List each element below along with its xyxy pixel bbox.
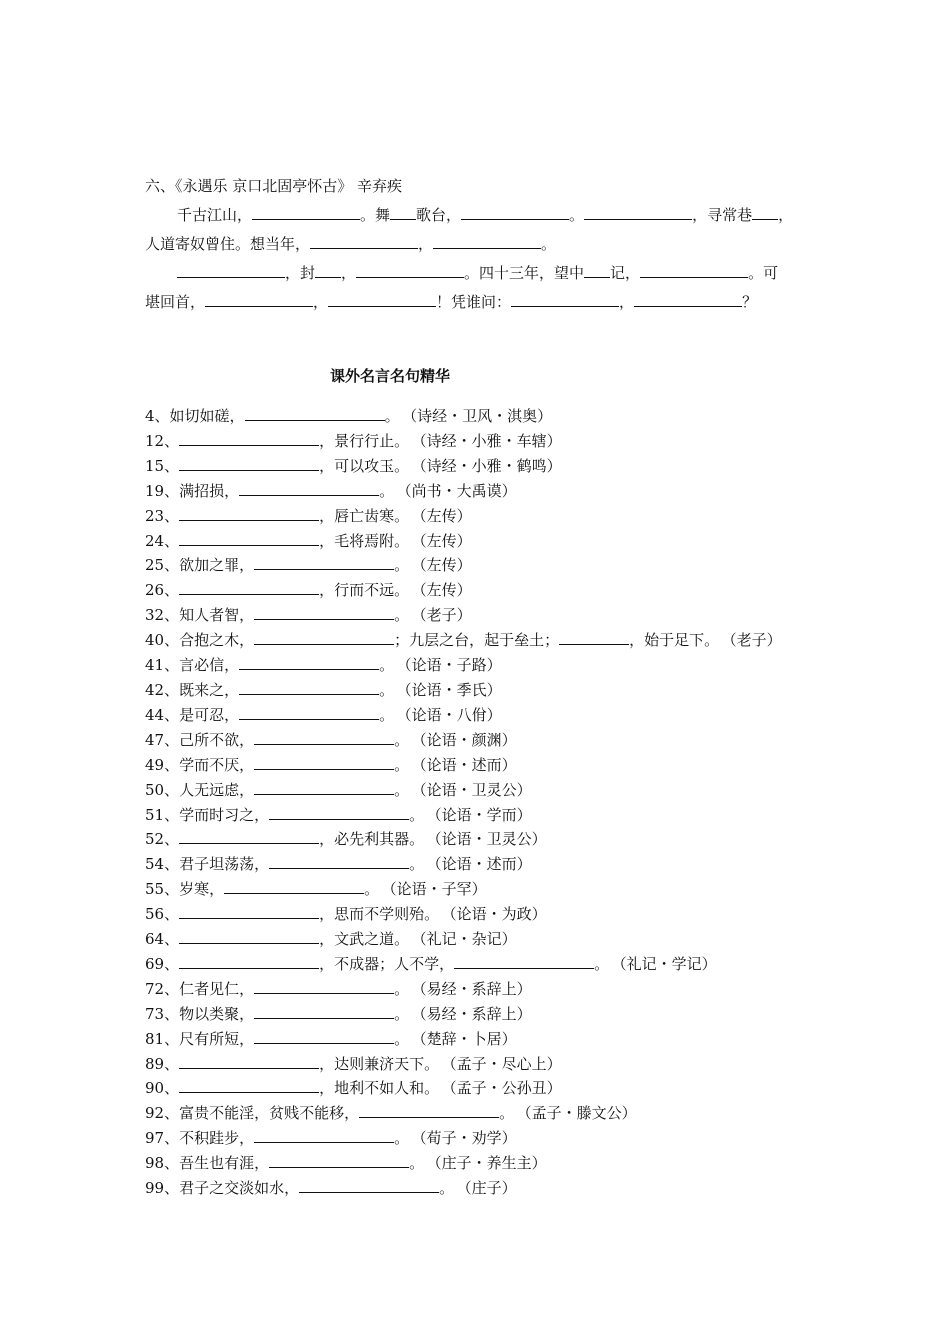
answer-blank[interactable] (584, 263, 610, 278)
question-item (145, 1126, 815, 1151)
answer-blank[interactable] (179, 506, 319, 521)
answer-blank[interactable] (179, 531, 319, 546)
answer-blank[interactable] (239, 655, 379, 670)
prompt-text: ；九层之台，起于垒土； (394, 631, 560, 650)
question-source: （论语・子路） (404, 656, 502, 675)
prompt-text: 。 (379, 656, 395, 675)
question-item (145, 578, 815, 603)
prompt-text: ，地利不如人和。 (319, 1079, 440, 1098)
question-number: 54、 (145, 855, 180, 874)
prompt-text: ，思而不学则殆。 (319, 905, 440, 924)
prompt-text: ，景行行止。 (319, 431, 410, 450)
prompt-text: 。 (409, 1154, 425, 1173)
question-source: （易经・系辞上） (419, 1004, 532, 1023)
question-item (145, 703, 815, 728)
answer-blank[interactable] (179, 929, 319, 944)
question-number: 73、 (145, 1004, 180, 1023)
question-number: 32、 (145, 606, 180, 625)
answer-blank[interactable] (254, 1004, 394, 1019)
answer-blank[interactable] (634, 292, 742, 307)
question-number: 4、 (145, 407, 170, 425)
question-source: （荀子・劝学） (419, 1129, 517, 1148)
question-number: 90、 (145, 1079, 180, 1098)
prompt-text: 。 (541, 235, 557, 253)
question-item (145, 1176, 815, 1201)
answer-blank[interactable] (179, 1054, 319, 1069)
answer-blank[interactable] (239, 705, 379, 720)
question-number: 26、 (145, 581, 180, 600)
prompt-text: 吾生也有涯， (179, 1154, 270, 1173)
prompt-text: 。 (394, 979, 410, 998)
answer-blank[interactable] (254, 979, 394, 994)
question-number: 92、 (145, 1104, 180, 1123)
question-source: （庄子・养生主） (434, 1154, 547, 1173)
question-item (145, 728, 815, 753)
prompt-text: 岁寒， (179, 880, 225, 899)
prompt-text: ，始于足下。 (629, 631, 720, 650)
question-number: 12、 (145, 431, 180, 450)
question-number: 72、 (145, 979, 180, 998)
answer-blank[interactable] (433, 234, 541, 249)
answer-blank[interactable] (310, 234, 418, 249)
prompt-text: 。 (394, 1129, 410, 1148)
prompt-text: ，文武之道。 (319, 930, 410, 949)
question-source: （论语・卫灵公） (419, 780, 532, 799)
question-number: 25、 (145, 556, 180, 575)
question-source: （孟子・尽心上） (449, 1054, 562, 1073)
prompt-text: ！凭谁问： (436, 293, 512, 311)
poem-line (145, 201, 815, 230)
prompt-text: 。 (394, 556, 410, 575)
answer-blank[interactable] (245, 406, 385, 421)
prompt-text: 己所不欲， (179, 730, 255, 749)
question-item (145, 678, 815, 703)
question-source: （左传） (419, 581, 472, 600)
prompt-text: 。可 (748, 264, 779, 282)
question-number: 47、 (145, 730, 180, 749)
prompt-text: 。 (409, 855, 425, 874)
prompt-text: 。 (409, 805, 425, 824)
prompt-text: 君子坦荡荡， (179, 855, 270, 874)
question-item (145, 653, 815, 678)
prompt-text: 仁者见仁， (179, 979, 255, 998)
question-source: （孟子・公孙丑） (449, 1079, 562, 1098)
prompt-text: ， (418, 235, 434, 253)
question-number: 52、 (145, 830, 180, 849)
prompt-text: 欲加之罪， (179, 556, 255, 575)
question-number: 40、 (145, 631, 180, 650)
question-number: 69、 (145, 954, 180, 973)
question-item (145, 529, 815, 554)
answer-blank[interactable] (269, 1153, 409, 1168)
question-source: （论语・卫灵公） (434, 830, 547, 849)
question-source: （尚书・大禹谟） (404, 481, 517, 500)
prompt-text: 君子之交淡如水， (179, 1179, 300, 1198)
question-item (145, 454, 815, 479)
question-number: 24、 (145, 531, 180, 550)
answer-blank[interactable] (179, 431, 319, 446)
prompt-text: ， (778, 206, 794, 224)
question-item (145, 952, 815, 977)
question-number: 15、 (145, 456, 180, 475)
prompt-text: 。 (569, 206, 585, 224)
prompt-text: 。 (364, 880, 380, 899)
poem-line (145, 288, 815, 317)
question-source: （老子） (729, 631, 782, 650)
question-item (145, 1027, 815, 1052)
answer-blank[interactable] (254, 605, 394, 620)
answer-blank[interactable] (239, 680, 379, 695)
prompt-text: ，寻常巷 (692, 206, 753, 224)
answer-blank[interactable] (390, 205, 416, 220)
prompt-text: 。 (499, 1104, 515, 1123)
question-number: 64、 (145, 930, 180, 949)
poem-line (145, 230, 815, 259)
question-source: （论语・学而） (434, 805, 532, 824)
prompt-text: ， (341, 264, 357, 282)
question-item (145, 404, 815, 429)
prompt-text: 。 (394, 1004, 410, 1023)
question-source: （孟子・滕文公） (524, 1104, 637, 1123)
question-item (145, 778, 815, 803)
poem-body (145, 201, 815, 317)
prompt-text: ，可以攻玉。 (319, 456, 410, 475)
prompt-text: ，不成器；人不学， (319, 954, 455, 973)
question-item (145, 479, 815, 504)
answer-blank[interactable] (254, 730, 394, 745)
answer-blank[interactable] (315, 263, 341, 278)
answer-blank[interactable] (359, 1103, 499, 1118)
prompt-text: ，唇亡齿寒。 (319, 506, 410, 525)
question-number: 49、 (145, 755, 180, 774)
prompt-text: 歌台， (416, 206, 462, 224)
prompt-text: 学而不厌， (179, 755, 255, 774)
question-source: （左传） (419, 556, 472, 575)
question-item (145, 504, 815, 529)
question-item (145, 429, 815, 454)
question-source: （论语・子罕） (389, 880, 487, 899)
prompt-text: 合抱之木， (179, 631, 255, 650)
prompt-text: 。 (594, 954, 610, 973)
prompt-text: 。 (394, 606, 410, 625)
question-list (145, 404, 815, 1201)
answer-blank[interactable] (559, 630, 629, 645)
answer-blank[interactable] (179, 1078, 319, 1093)
answer-blank[interactable] (252, 205, 360, 220)
prompt-text: 堪回首， (145, 293, 206, 311)
prompt-text: 。 (379, 705, 395, 724)
worksheet-page (145, 172, 815, 1201)
answer-blank[interactable] (640, 263, 748, 278)
prompt-text: 言必信， (179, 656, 240, 675)
question-number: 89、 (145, 1054, 180, 1073)
question-number: 99、 (145, 1179, 180, 1198)
question-number: 41、 (145, 656, 180, 675)
question-item (145, 902, 815, 927)
prompt-text: 记， (610, 264, 641, 282)
question-source: （左传） (419, 531, 472, 550)
prompt-text: ， (313, 293, 329, 311)
question-item (145, 977, 815, 1002)
question-number: 98、 (145, 1154, 180, 1173)
question-item (145, 603, 815, 628)
question-item (145, 827, 815, 852)
question-source: （论语・述而） (434, 855, 532, 874)
question-source: （左传） (419, 506, 472, 525)
answer-blank[interactable] (254, 755, 394, 770)
answer-blank[interactable] (254, 1029, 394, 1044)
question-source: （论语・述而） (419, 755, 517, 774)
question-source: （诗经・小雅・车辖） (419, 431, 562, 450)
answer-blank[interactable] (179, 829, 319, 844)
prompt-text: ，达则兼济天下。 (319, 1054, 440, 1073)
question-number: 55、 (145, 880, 180, 899)
prompt-text: 。 (439, 1179, 455, 1198)
answer-blank[interactable] (254, 1128, 394, 1143)
question-item (145, 1052, 815, 1077)
prompt-text: 千古江山， (177, 206, 253, 224)
question-number: 51、 (145, 805, 180, 824)
prompt-text: ，毛将焉附。 (319, 531, 410, 550)
prompt-text: 。舞 (360, 206, 391, 224)
prompt-text: 。 (379, 680, 395, 699)
prompt-text: ，封 (285, 264, 316, 282)
question-number: 42、 (145, 680, 180, 699)
question-number: 44、 (145, 705, 180, 724)
prompt-text: 。 (384, 407, 400, 425)
answer-blank[interactable] (205, 292, 313, 307)
prompt-text: ，必先利其器。 (319, 830, 425, 849)
answer-blank[interactable] (254, 555, 394, 570)
answer-blank[interactable] (269, 805, 409, 820)
question-source: （论语・为政） (449, 905, 547, 924)
answer-blank[interactable] (461, 205, 569, 220)
question-item (145, 553, 815, 578)
answer-blank[interactable] (584, 205, 692, 220)
question-item (145, 1002, 815, 1027)
prompt-text: 。 (394, 780, 410, 799)
prompt-text: 学而时习之， (179, 805, 270, 824)
prompt-text: 。 (394, 755, 410, 774)
question-item (145, 852, 815, 877)
prompt-text: 尺有所短， (179, 1029, 255, 1048)
question-item (145, 753, 815, 778)
poem-line (145, 259, 815, 288)
prompt-text: ， (619, 293, 635, 311)
answer-blank[interactable] (239, 481, 379, 496)
answer-blank[interactable] (179, 904, 319, 919)
answer-blank[interactable] (299, 1178, 439, 1193)
question-item (145, 1101, 815, 1126)
prompt-text: 人道寄奴曾住。想当年， (145, 235, 311, 253)
answer-blank[interactable] (328, 292, 436, 307)
question-source: （论语・八佾） (404, 705, 502, 724)
prompt-text: ，行而不远。 (319, 581, 410, 600)
question-source: （诗经・小雅・鹤鸣） (419, 456, 562, 475)
prompt-text: 。四十三年，望中 (464, 264, 585, 282)
prompt-text: 知人者智， (179, 606, 255, 625)
question-number: 23、 (145, 506, 180, 525)
question-number: 50、 (145, 780, 180, 799)
question-source: （论语・季氏） (404, 680, 502, 699)
prompt-text: 如切如磋， (169, 407, 245, 425)
answer-blank[interactable] (177, 263, 285, 278)
prompt-text: 。 (394, 730, 410, 749)
question-source: （礼记・杂记） (419, 930, 517, 949)
prompt-text: 满招损， (179, 481, 240, 500)
answer-blank[interactable] (254, 780, 394, 795)
prompt-text: 物以类聚， (179, 1004, 255, 1023)
question-source: （庄子） (464, 1179, 517, 1198)
prompt-text: 人无远虑， (179, 780, 255, 799)
answer-blank[interactable] (454, 954, 594, 969)
answer-blank[interactable] (224, 879, 364, 894)
answer-blank[interactable] (254, 630, 394, 645)
question-number: 19、 (145, 481, 180, 500)
prompt-text: ？ (742, 293, 758, 311)
question-source: （诗经・卫风・淇奥） (409, 407, 553, 425)
poem-title: 六、《永遇乐 京口北固亭怀古》 辛弃疾 (145, 177, 403, 195)
question-source: （楚辞・卜居） (419, 1029, 517, 1048)
answer-blank[interactable] (179, 456, 319, 471)
question-number: 56、 (145, 905, 180, 924)
prompt-text: 。 (379, 481, 395, 500)
question-source: （易经・系辞上） (419, 979, 532, 998)
question-item (145, 877, 815, 902)
question-number: 97、 (145, 1129, 180, 1148)
question-number: 81、 (145, 1029, 180, 1048)
question-source: （老子） (419, 606, 472, 625)
question-item (145, 1076, 815, 1101)
question-item (145, 803, 815, 828)
prompt-text: 是可忍， (179, 705, 240, 724)
question-source: （论语・颜渊） (419, 730, 517, 749)
question-source: （礼记・学记） (619, 954, 717, 973)
prompt-text: 。 (394, 1029, 410, 1048)
answer-blank[interactable] (752, 205, 778, 220)
section-title: 课外名言名句精华 (329, 367, 450, 385)
answer-blank[interactable] (179, 580, 319, 595)
answer-blank[interactable] (511, 292, 619, 307)
answer-blank[interactable] (179, 954, 319, 969)
prompt-text: 富贵不能淫，贫贱不能移， (179, 1104, 360, 1123)
question-item (145, 1151, 815, 1176)
question-item (145, 628, 815, 653)
prompt-text: 不积跬步， (179, 1129, 255, 1148)
answer-blank[interactable] (269, 854, 409, 869)
answer-blank[interactable] (356, 263, 464, 278)
question-item (145, 927, 815, 952)
prompt-text: 既来之， (179, 680, 240, 699)
